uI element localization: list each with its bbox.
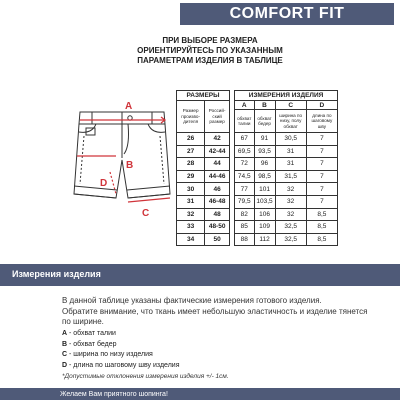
table-cell: 7 <box>306 170 337 183</box>
table-cell: 31 <box>177 195 205 208</box>
table-row <box>177 170 230 183</box>
table-cell: 96 <box>254 158 275 171</box>
shorts-diagram <box>62 98 182 228</box>
info-paragraph: Обратите внимание, что ткань имеет небольшую эластичность и изделие тянется <box>62 307 368 316</box>
measurements-title: ИЗМЕРЕНИЯ ИЗДЕЛИЯ <box>235 91 338 101</box>
table-cell: 32 <box>275 183 306 196</box>
table-cell: 32,5 <box>275 221 306 234</box>
table-cell: 112 <box>254 233 275 246</box>
table-cell: 44-46 <box>205 170 230 183</box>
meas-letter: C <box>275 101 306 110</box>
table-cell: 50 <box>205 233 230 246</box>
measurement-legend <box>62 329 180 371</box>
size-note-line: ОРИЕНТИРУЙТЕСЬ ПО УКАЗАННЫМ <box>137 46 283 55</box>
table-cell: 29 <box>177 170 205 183</box>
footer-text: Желаем Вам приятного шопинга! <box>60 390 168 398</box>
table-cell: 26 <box>177 133 205 146</box>
meas-subhead: длина по шаговому шву <box>306 110 337 133</box>
table-cell: 31 <box>275 158 306 171</box>
table-cell: 32 <box>177 208 205 221</box>
legend-item: B - обхват бедер <box>62 340 117 348</box>
table-cell: 8,5 <box>306 208 337 221</box>
table-cell: 85 <box>235 221 255 234</box>
table-row <box>235 183 338 196</box>
table-row <box>235 233 338 246</box>
table-cell: 44 <box>205 158 230 171</box>
table-cell: 88 <box>235 233 255 246</box>
table-cell: 7 <box>306 158 337 171</box>
size-note-line: ПРИ ВЫБОРЕ РАЗМЕРА <box>162 36 258 45</box>
size-col-manufacturer: Размер произво-дителя <box>177 101 205 133</box>
section-title: Измерения изделия <box>12 269 101 279</box>
size-table-title: РАЗМЕРЫ <box>177 91 230 101</box>
meas-subhead: обхват бедер <box>254 110 275 133</box>
header-band <box>0 0 400 28</box>
table-cell: 30,5 <box>275 133 306 146</box>
pocket-right <box>148 124 165 132</box>
meas-letter: A <box>235 101 255 110</box>
table-cell: 98,5 <box>254 170 275 183</box>
table-cell: 72 <box>235 158 255 171</box>
table-cell: 42 <box>205 133 230 146</box>
table-row <box>177 145 230 158</box>
table-row <box>235 145 338 158</box>
table-cell: 109 <box>254 221 275 234</box>
fly-seam <box>122 124 129 158</box>
table-cell: 33 <box>177 221 205 234</box>
table-cell: 82 <box>235 208 255 221</box>
label-a: A <box>125 101 133 112</box>
table-cell: 28 <box>177 158 205 171</box>
table-row <box>177 158 230 171</box>
meas-letter: B <box>254 101 275 110</box>
table-cell: 30 <box>177 183 205 196</box>
table-cell: 32 <box>275 208 306 221</box>
legend-item: C - ширина по низу изделия <box>62 351 153 358</box>
size-note-line: ПАРАМЕТРАМ ИЗДЕЛИЯ В ТАБЛИЦЕ <box>137 56 283 65</box>
table-cell: 67 <box>235 133 255 146</box>
table-cell: 31 <box>275 145 306 158</box>
size-col-russian: Россий-ский размер <box>205 101 230 133</box>
table-cell: 48 <box>205 208 230 221</box>
brand-title: COMFORT FIT <box>180 3 394 25</box>
table-cell: 27 <box>177 145 205 158</box>
size-table <box>176 90 230 246</box>
meas-subhead: ширина по низу, полу обхват <box>275 110 306 133</box>
info-paragraph: по ширине. <box>62 317 104 326</box>
table-row <box>235 158 338 171</box>
cuff-right <box>127 186 170 198</box>
label-b: B <box>126 160 134 171</box>
table-row <box>177 195 230 208</box>
table-cell: 69,5 <box>235 145 255 158</box>
table-cell: 48-50 <box>205 221 230 234</box>
table-cell: 79,5 <box>235 195 255 208</box>
measurements-table <box>234 90 338 246</box>
table-cell: 46 <box>205 183 230 196</box>
table-cell: 93,5 <box>254 145 275 158</box>
label-d: D <box>100 178 108 189</box>
table-row <box>235 208 338 221</box>
label-c: C <box>142 208 150 219</box>
table-cell: 31,5 <box>275 170 306 183</box>
info-paragraph: В данной таблице указаны фактические измерения готового изделия. <box>62 296 322 305</box>
legend-item: A - обхват талии <box>62 330 116 337</box>
table-cell: 74,5 <box>235 170 255 183</box>
table-cell: 91 <box>254 133 275 146</box>
table-cell: 77 <box>235 183 255 196</box>
table-cell: 7 <box>306 145 337 158</box>
table-cell: 8,5 <box>306 221 337 234</box>
table-row <box>235 221 338 234</box>
table-cell: 101 <box>254 183 275 196</box>
table-row <box>177 133 230 146</box>
table-cell: 46-48 <box>205 195 230 208</box>
tolerance-note: *Допустимые отклонения измерения изделия +/- 1см. <box>62 373 229 380</box>
table-cell: 7 <box>306 133 337 146</box>
table-row <box>235 133 338 146</box>
table-cell: 34 <box>177 233 205 246</box>
cuff-left <box>74 186 117 198</box>
meas-letter: D <box>306 101 337 110</box>
table-cell: 42-44 <box>205 145 230 158</box>
table-cell: 7 <box>306 195 337 208</box>
table-row <box>177 183 230 196</box>
measure-d-line <box>110 172 116 194</box>
table-cell: 8,5 <box>306 233 337 246</box>
table-row <box>177 208 230 221</box>
table-row <box>235 170 338 183</box>
meas-subhead: обхват талии <box>235 110 255 133</box>
table-row <box>177 221 230 234</box>
size-note <box>110 36 310 66</box>
table-cell: 103,5 <box>254 195 275 208</box>
legend-item: D - длина по шаговому шву изделия <box>62 361 180 369</box>
table-cell: 106 <box>254 208 275 221</box>
table-cell: 32,5 <box>275 233 306 246</box>
table-row <box>235 195 338 208</box>
table-cell: 7 <box>306 183 337 196</box>
measure-c-line <box>128 198 170 202</box>
table-cell: 32 <box>275 195 306 208</box>
footer-bar <box>0 388 400 400</box>
section-bar <box>0 264 400 286</box>
table-row <box>177 233 230 246</box>
